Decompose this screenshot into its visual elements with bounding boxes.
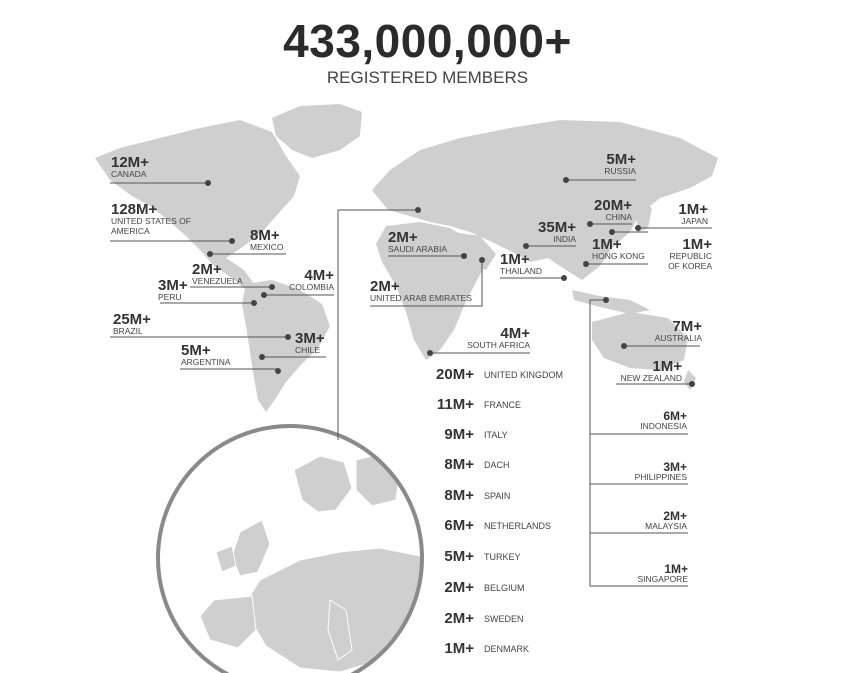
country-label-chile xyxy=(295,331,325,356)
indonesia-shape xyxy=(572,290,650,314)
country-value: 1M+ xyxy=(678,201,708,218)
country-label-australia xyxy=(640,319,702,344)
country-value: 2M+ xyxy=(444,579,474,596)
country-value: 5M+ xyxy=(606,151,636,168)
country-value: 8M+ xyxy=(250,227,280,244)
country-value: 6M+ xyxy=(444,517,474,534)
total-members-label: REGISTERED MEMBERS xyxy=(326,68,529,87)
country-label-india xyxy=(520,220,576,245)
new-zealand-shape xyxy=(684,370,696,390)
country-value: 9M+ xyxy=(444,426,474,443)
country-name: CANADA xyxy=(111,169,147,179)
country-value: 4M+ xyxy=(500,325,530,342)
country-name: CHINA xyxy=(605,212,632,222)
country-value: 2M+ xyxy=(192,261,222,278)
country-name: SWEDEN xyxy=(484,614,524,624)
country-name: NETHERLANDS xyxy=(484,521,552,531)
country-name: HONG KONG xyxy=(592,251,645,261)
country-label-argentina xyxy=(181,343,231,368)
country-name: INDONESIA xyxy=(640,421,687,431)
country-label-new-zealand xyxy=(612,359,682,384)
total-members-figure: 433,000,000+ xyxy=(283,15,572,67)
greenland-shape xyxy=(272,104,362,158)
country-label-korea xyxy=(654,237,712,272)
country-label-saudi-arabia xyxy=(388,230,447,255)
country-value: 3M+ xyxy=(295,330,325,347)
country-name: NEW ZEALAND xyxy=(620,373,682,383)
country-label-peru xyxy=(158,278,188,303)
country-name: DACH xyxy=(484,460,510,470)
country-value: 2M+ xyxy=(370,278,400,295)
country-label-hong-kong xyxy=(592,237,645,262)
country-value: 1M+ xyxy=(500,251,530,268)
country-name: JAPAN xyxy=(681,216,708,226)
country-value: 20M+ xyxy=(594,197,632,214)
country-name: UNITED KINGDOM xyxy=(484,370,564,380)
country-label-mexico xyxy=(250,228,284,253)
country-name: COLOMBIA xyxy=(289,282,334,292)
country-value: 5M+ xyxy=(444,548,474,565)
country-value: 12M+ xyxy=(111,154,149,171)
country-label-brazil xyxy=(113,312,151,337)
country-name: FRANCE xyxy=(484,400,522,410)
country-value: 7M+ xyxy=(672,318,702,335)
country-name: RUSSIA xyxy=(604,166,636,176)
country-value: 6M+ xyxy=(663,409,687,423)
country-name: CHILE xyxy=(295,345,321,355)
country-label-uae xyxy=(370,279,472,304)
country-value: 8M+ xyxy=(444,456,474,473)
country-value: 2M+ xyxy=(444,610,474,627)
country-value: 1M+ xyxy=(664,562,688,576)
country-label-russia xyxy=(580,152,636,177)
country-label-thailand xyxy=(500,252,542,277)
country-name: UNITED ARAB EMIRATES xyxy=(370,293,472,303)
country-name: ARGENTINA xyxy=(181,357,231,367)
country-label-indonesia xyxy=(620,410,687,432)
country-name: SOUTH AFRICA xyxy=(467,340,530,350)
country-value: 35M+ xyxy=(538,219,576,236)
country-label-south-africa xyxy=(440,326,530,351)
country-value: 1M+ xyxy=(592,236,622,253)
country-label-venezuela xyxy=(192,262,243,287)
country-value: 3M+ xyxy=(663,460,687,474)
country-name: UNITED STATES OF AMERICA xyxy=(111,216,191,236)
country-label-malaysia xyxy=(620,510,687,532)
country-value: 20M+ xyxy=(436,366,474,383)
country-label-japan xyxy=(660,202,708,227)
country-label-china xyxy=(580,198,632,223)
country-name: BELGIUM xyxy=(484,583,525,593)
country-value: 3M+ xyxy=(158,277,188,294)
country-value: 128M+ xyxy=(111,201,158,218)
country-value: 1M+ xyxy=(652,358,682,375)
country-label-colombia xyxy=(276,268,334,293)
country-value: 4M+ xyxy=(304,267,334,284)
country-name: PERU xyxy=(158,292,182,302)
country-value: 25M+ xyxy=(113,311,151,328)
country-value: 5M+ xyxy=(181,342,211,359)
country-value: 2M+ xyxy=(388,229,418,246)
country-label-singapore xyxy=(620,563,688,585)
country-name: BRAZIL xyxy=(113,326,143,336)
country-value: 8M+ xyxy=(444,487,474,504)
country-value: 1M+ xyxy=(682,236,712,253)
country-name: AUSTRALIA xyxy=(654,333,702,343)
country-name: SINGAPORE xyxy=(637,574,688,584)
country-name: ITALY xyxy=(484,430,508,440)
country-name: VENEZUELA xyxy=(192,276,243,286)
country-name: MALAYSIA xyxy=(645,521,687,531)
country-name: PHILIPPINES xyxy=(634,472,687,482)
country-name: SAUDI ARABIA xyxy=(388,244,448,254)
country-label-usa xyxy=(111,202,211,237)
country-name: SPAIN xyxy=(484,491,511,501)
country-value: 11M+ xyxy=(436,396,474,413)
country-name: THAILAND xyxy=(500,266,543,276)
country-name: REPUBLIC OF KOREA xyxy=(668,251,712,271)
country-name: INDIA xyxy=(553,234,576,244)
country-name: DENMARK xyxy=(484,644,530,654)
country-label-philippines xyxy=(620,461,687,483)
country-name: MEXICO xyxy=(250,242,284,252)
country-value: 1M+ xyxy=(444,640,474,657)
country-label-canada xyxy=(111,155,149,180)
country-name: TURKEY xyxy=(484,552,521,562)
country-value: 2M+ xyxy=(663,509,687,523)
